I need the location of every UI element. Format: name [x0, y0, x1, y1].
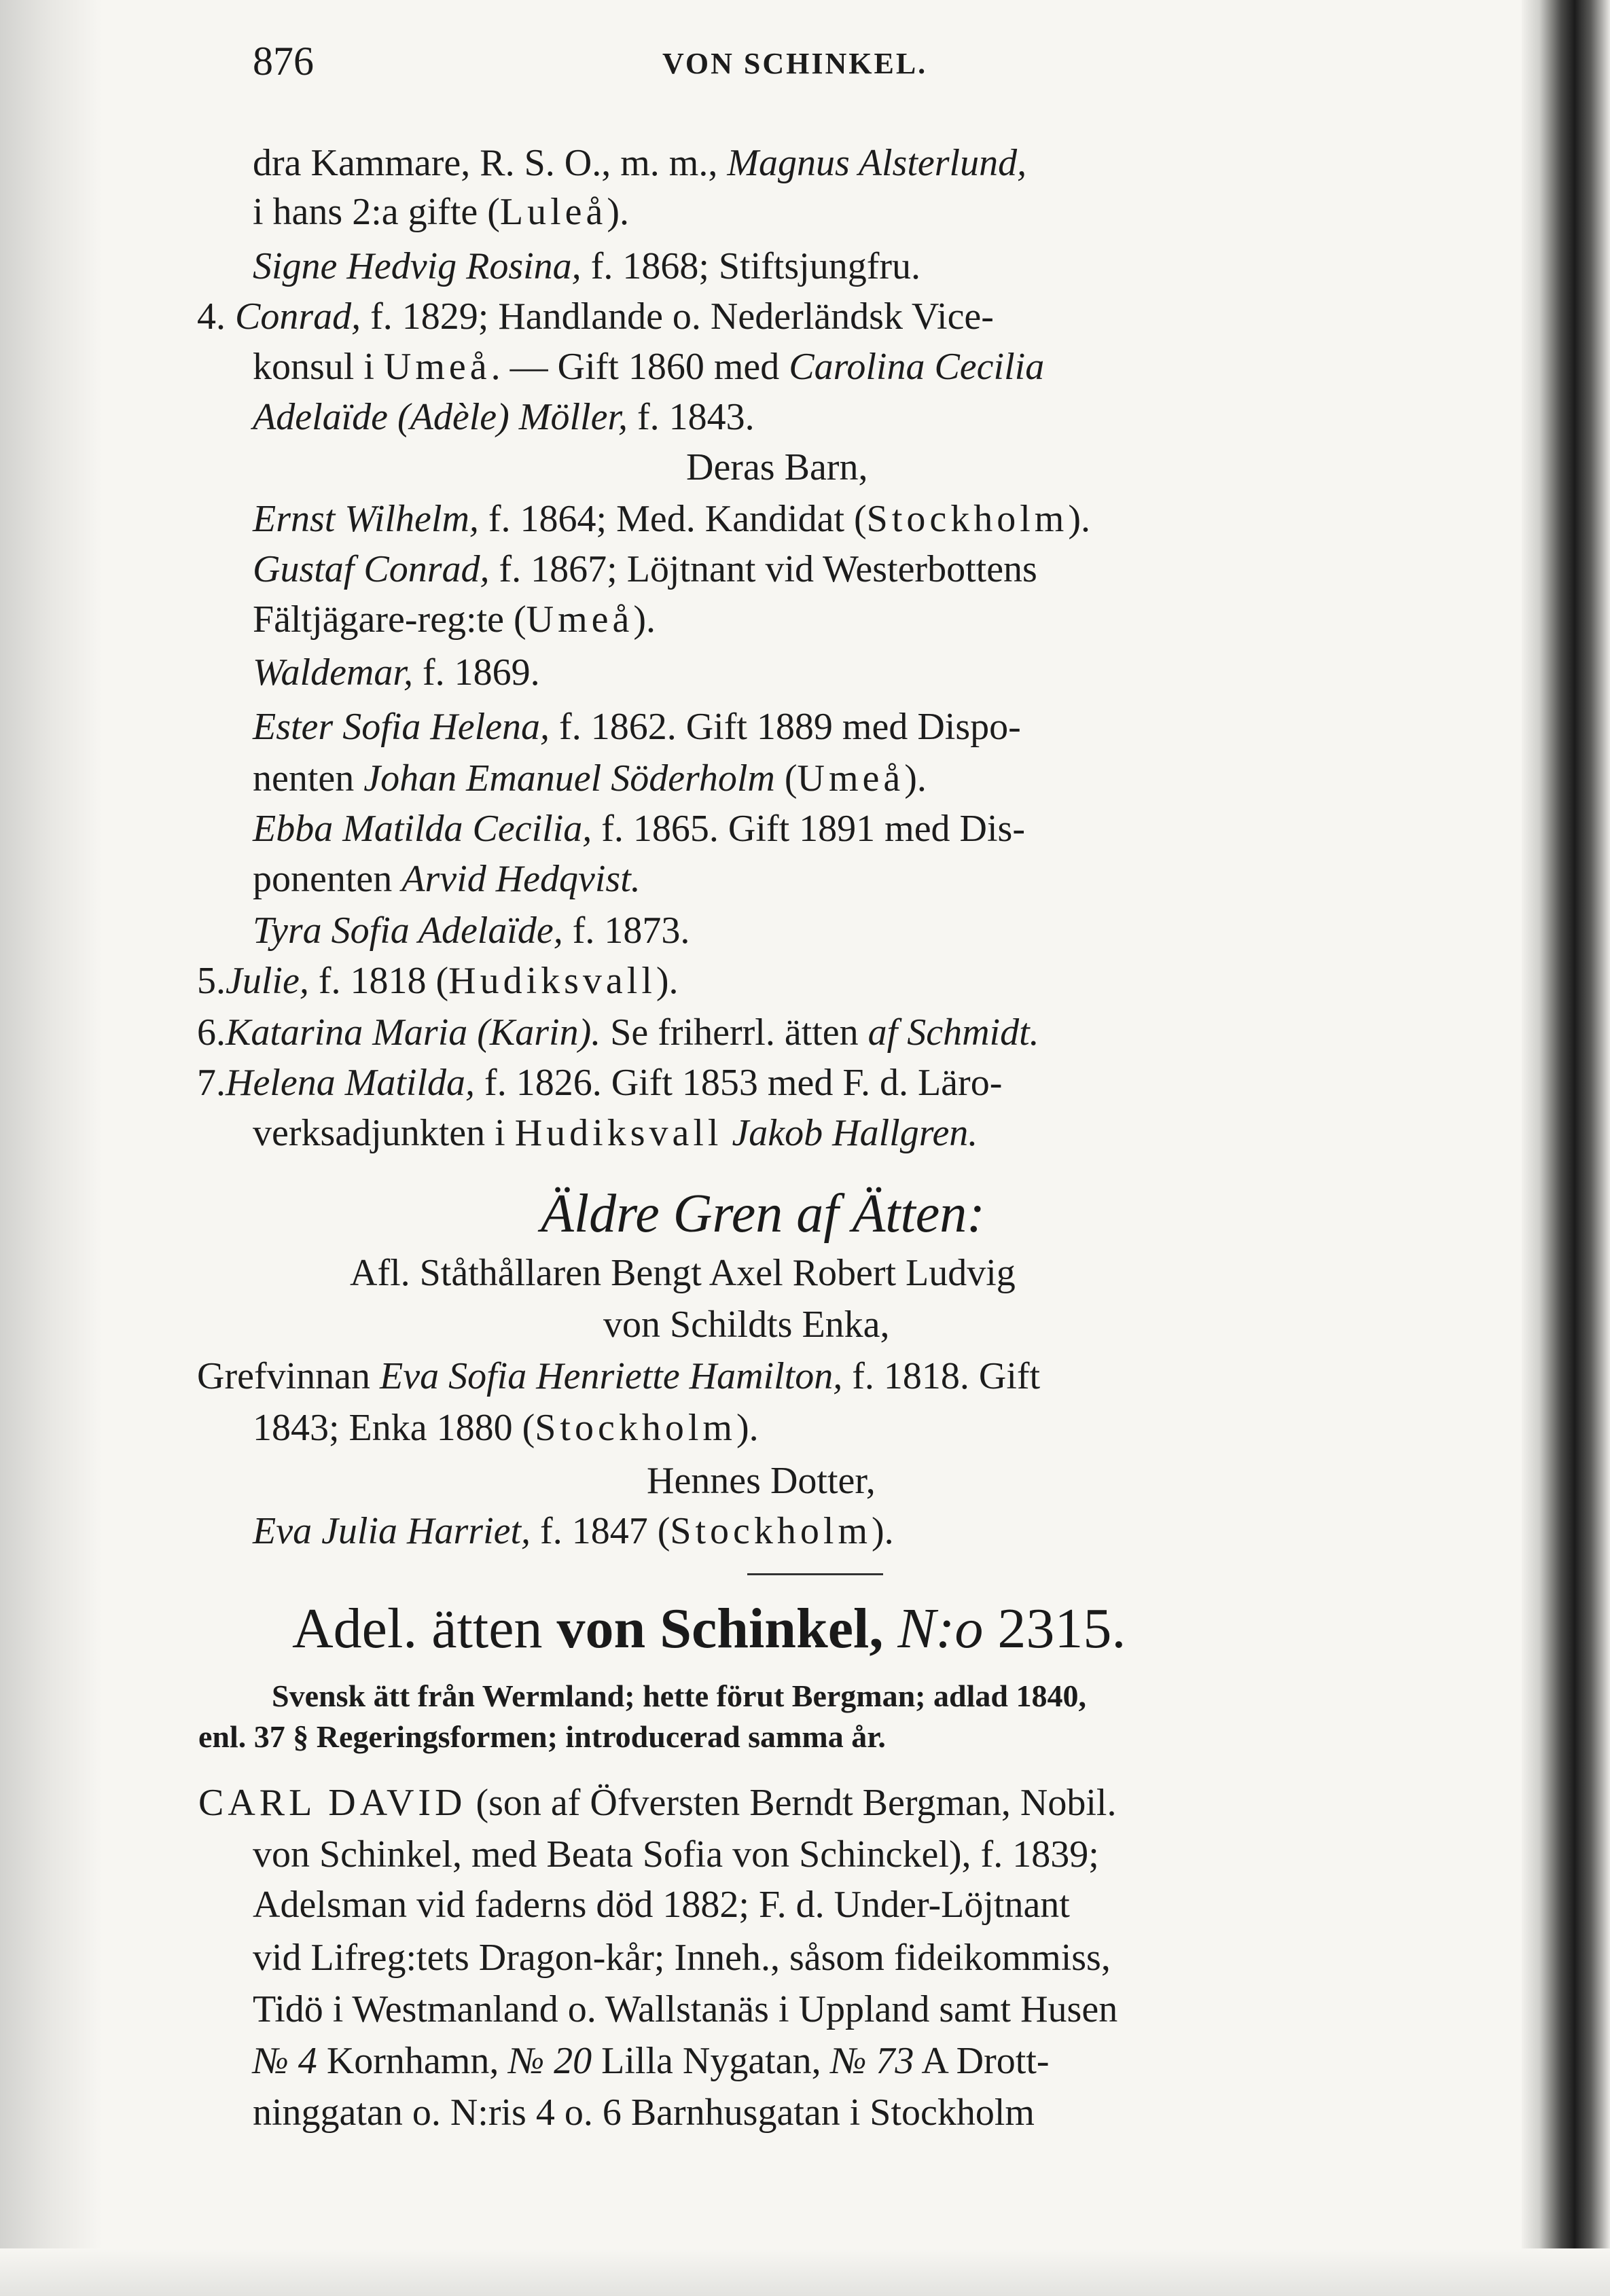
- text-line-7: Deras Barn,: [686, 446, 868, 488]
- text-line-23: Grefvinnan Eva Sofia Henriette Hamilton, f. 1818. Gift: [197, 1355, 1041, 1397]
- text-line-24: 1843; Enka 1880 (Stockholm).: [253, 1407, 759, 1449]
- section-divider-rule: [747, 1573, 883, 1575]
- carl-line-4: vid Lifreg:tets Dragon-kår; Inneh., såsom fideikommiss,: [253, 1937, 1111, 1979]
- text-line-3: Signe Hedvig Rosina, f. 1868; Stiftsjungfru.: [253, 245, 921, 287]
- text-line-5: konsul i Umeå. — Gift 1860 med Carolina Cecilia: [253, 346, 1045, 388]
- text-line-8: Ernst Wilhelm, f. 1864; Med. Kandidat (Stockholm).: [253, 498, 1091, 540]
- carl-line-2: von Schinkel, med Beata Sofia von Schinckel), f. 1839;: [253, 1833, 1099, 1876]
- running-title: VON SCHINKEL.: [662, 47, 928, 80]
- family-section-title: Adel. ätten von Schinkel, N:o 2315.: [292, 1597, 1126, 1660]
- carl-line-1: CARL DAVID (son af Öfversten Berndt Bergman, Nobil.: [198, 1782, 1117, 1824]
- text-line-4: 4. Conrad, f. 1829; Handlande o. Nederländsk Vice-: [197, 295, 994, 338]
- page-bottom-edge: [0, 2248, 1610, 2296]
- carl-line-3: Adelsman vid faderns död 1882; F. d. Under-Löjtnant: [253, 1884, 1070, 1926]
- text-line-10: Fältjägare-reg:te (Umeå).: [253, 598, 656, 641]
- text-line-12: Ester Sofia Helena, f. 1862. Gift 1889 med Dispo-: [253, 706, 1021, 748]
- family-intro-line-2: enl. 37 § Regeringsformen; introducerad samma år.: [198, 1719, 886, 1754]
- carl-line-7: ninggatan o. N:ris 4 o. 6 Barnhusgatan i Stockholm: [253, 2092, 1035, 2134]
- text-line-21: Afl. Ståthållaren Bengt Axel Robert Ludvig: [350, 1252, 1016, 1294]
- text-line-9: Gustaf Conrad, f. 1867; Löjtnant vid Westerbottens: [253, 548, 1037, 590]
- text-line-18: 6.Katarina Maria (Karin). Se friherrl. ätten af Schmidt.: [197, 1011, 1039, 1054]
- text-line-25: Hennes Dotter,: [647, 1460, 876, 1502]
- text-line-15: ponenten Arvid Hedqvist.: [253, 858, 641, 900]
- page-number: 876: [253, 39, 314, 84]
- text-line-26: Eva Julia Harriet, f. 1847 (Stockholm).: [253, 1510, 894, 1552]
- text-line-17: 5.Julie, f. 1818 (Hudiksvall).: [197, 960, 679, 1002]
- text-line-19: 7.Helena Matilda, f. 1826. Gift 1853 med F. d. Läro-: [197, 1062, 1003, 1104]
- text-line-6: Adelaïde (Adèle) Möller, f. 1843.: [253, 396, 755, 438]
- text-line-14: Ebba Matilda Cecilia, f. 1865. Gift 1891 med Dis-: [253, 808, 1025, 850]
- carl-line-6: № 4 Kornhamn, № 20 Lilla Nygatan, № 73 A Drott-: [253, 2040, 1050, 2082]
- text-line-2: i hans 2:a gifte (Luleå).: [253, 191, 630, 233]
- text-line-22: von Schildts Enka,: [603, 1304, 890, 1346]
- text-line-11: Waldemar, f. 1869.: [253, 651, 540, 694]
- text-line-16: Tyra Sofia Adelaïde, f. 1873.: [253, 910, 690, 952]
- carl-line-5: Tidö i Westmanland o. Wallstanäs i Uppland samt Husen: [253, 1988, 1118, 2030]
- branch-heading: Äldre Gren af Ätten:: [541, 1184, 985, 1244]
- book-binding-edge: [1522, 0, 1610, 2296]
- page-gutter-shadow: [0, 0, 102, 2296]
- text-line-20: verksadjunkten i Hudiksvall Jakob Hallgren.: [253, 1112, 978, 1154]
- text-line-1: dra Kammare, R. S. O., m. m., Magnus Alsterlund,: [253, 142, 1027, 184]
- family-intro-line-1: Svensk ätt från Wermland; hette förut Bergman; adlad 1840,: [272, 1679, 1086, 1713]
- text-line-13: nenten Johan Emanuel Söderholm (Umeå).: [253, 757, 927, 800]
